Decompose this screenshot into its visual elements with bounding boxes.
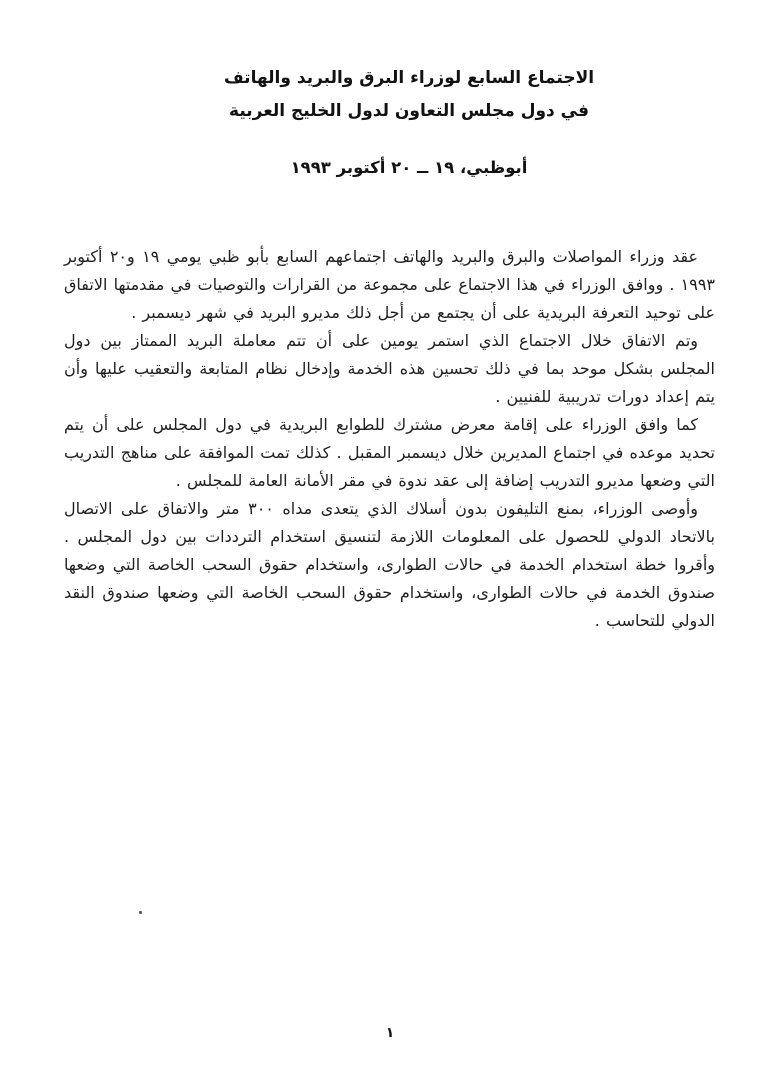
page-number: ١ — [385, 1025, 395, 1041]
scan-artifact-dot — [139, 911, 142, 914]
document-title-line1: الاجتماع السابع لوزراء البرق والبريد والهاتف — [223, 68, 595, 88]
paragraph-1: عقد وزراء المواصلات والبرق والبريد والهاتف اجتماعهم السابع بأبو ظبي يومي ١٩ و٢٠ أكتوبر ١٩٩٣ . ووافق الوزراء في هذا الاجتماع على مجموعة من القرارات والتوصيات في مقدمتها الاتفاق على توحيد التعرفة البريدية على أن يجتمع من أجل ذلك مديرو البريد في شهر ديسمبر . — [64, 247, 715, 322]
document-date: أبوظبي، ١٩ ــ ٢٠ أكتوبر ١٩٩٣ — [290, 158, 528, 177]
document-body — [64, 243, 715, 635]
document-title — [90, 62, 728, 128]
paragraph-2: وتم الاتفاق خلال الاجتماع الذي استمر يومين على أن تتم معاملة البريد الممتاز بين دول المجلس بشكل موحد بما في ذلك تحسين هذه الخدمة وإدخال نظام المتابعة والتعقيب عليها وأن يتم إعداد دورات تدريبية للفنيين . — [64, 331, 715, 406]
document-title-line2: في دول مجلس التعاون لدول الخليج العربية — [229, 101, 589, 121]
paragraph-4: وأوصى الوزراء، بمنع التليفون بدون أسلاك الذي يتعدى مداه ٣٠٠ متر والاتفاق على الاتصال بالاتحاد الدولي للحصول على المعلومات اللازمة لتنسيق استخدام الترددات بين دول المجلس . وأقروا خطة استخدام الخدمة في حالات الطوارى، واستخدام حقوق السحب الخاصة التي وضعها صندوق الخدمة في حالات الطوارى، واستخدام حقوق السحب الخاصة التي وضعها صندوق النقد الدولي للتحاسب . — [64, 499, 715, 630]
paragraph-3: كما وافق الوزراء على إقامة معرض مشترك للطوابع البريدية في دول المجلس على أن يتم تحديد موعده في اجتماع المديرين خلال ديسمبر المقبل . كذلك تمت الموافقة على مناهج التدريب التي وضعها مديرو التدريب إضافة إلى عقد ندوة في مقر الأمانة العامة للمجلس . — [64, 415, 715, 490]
